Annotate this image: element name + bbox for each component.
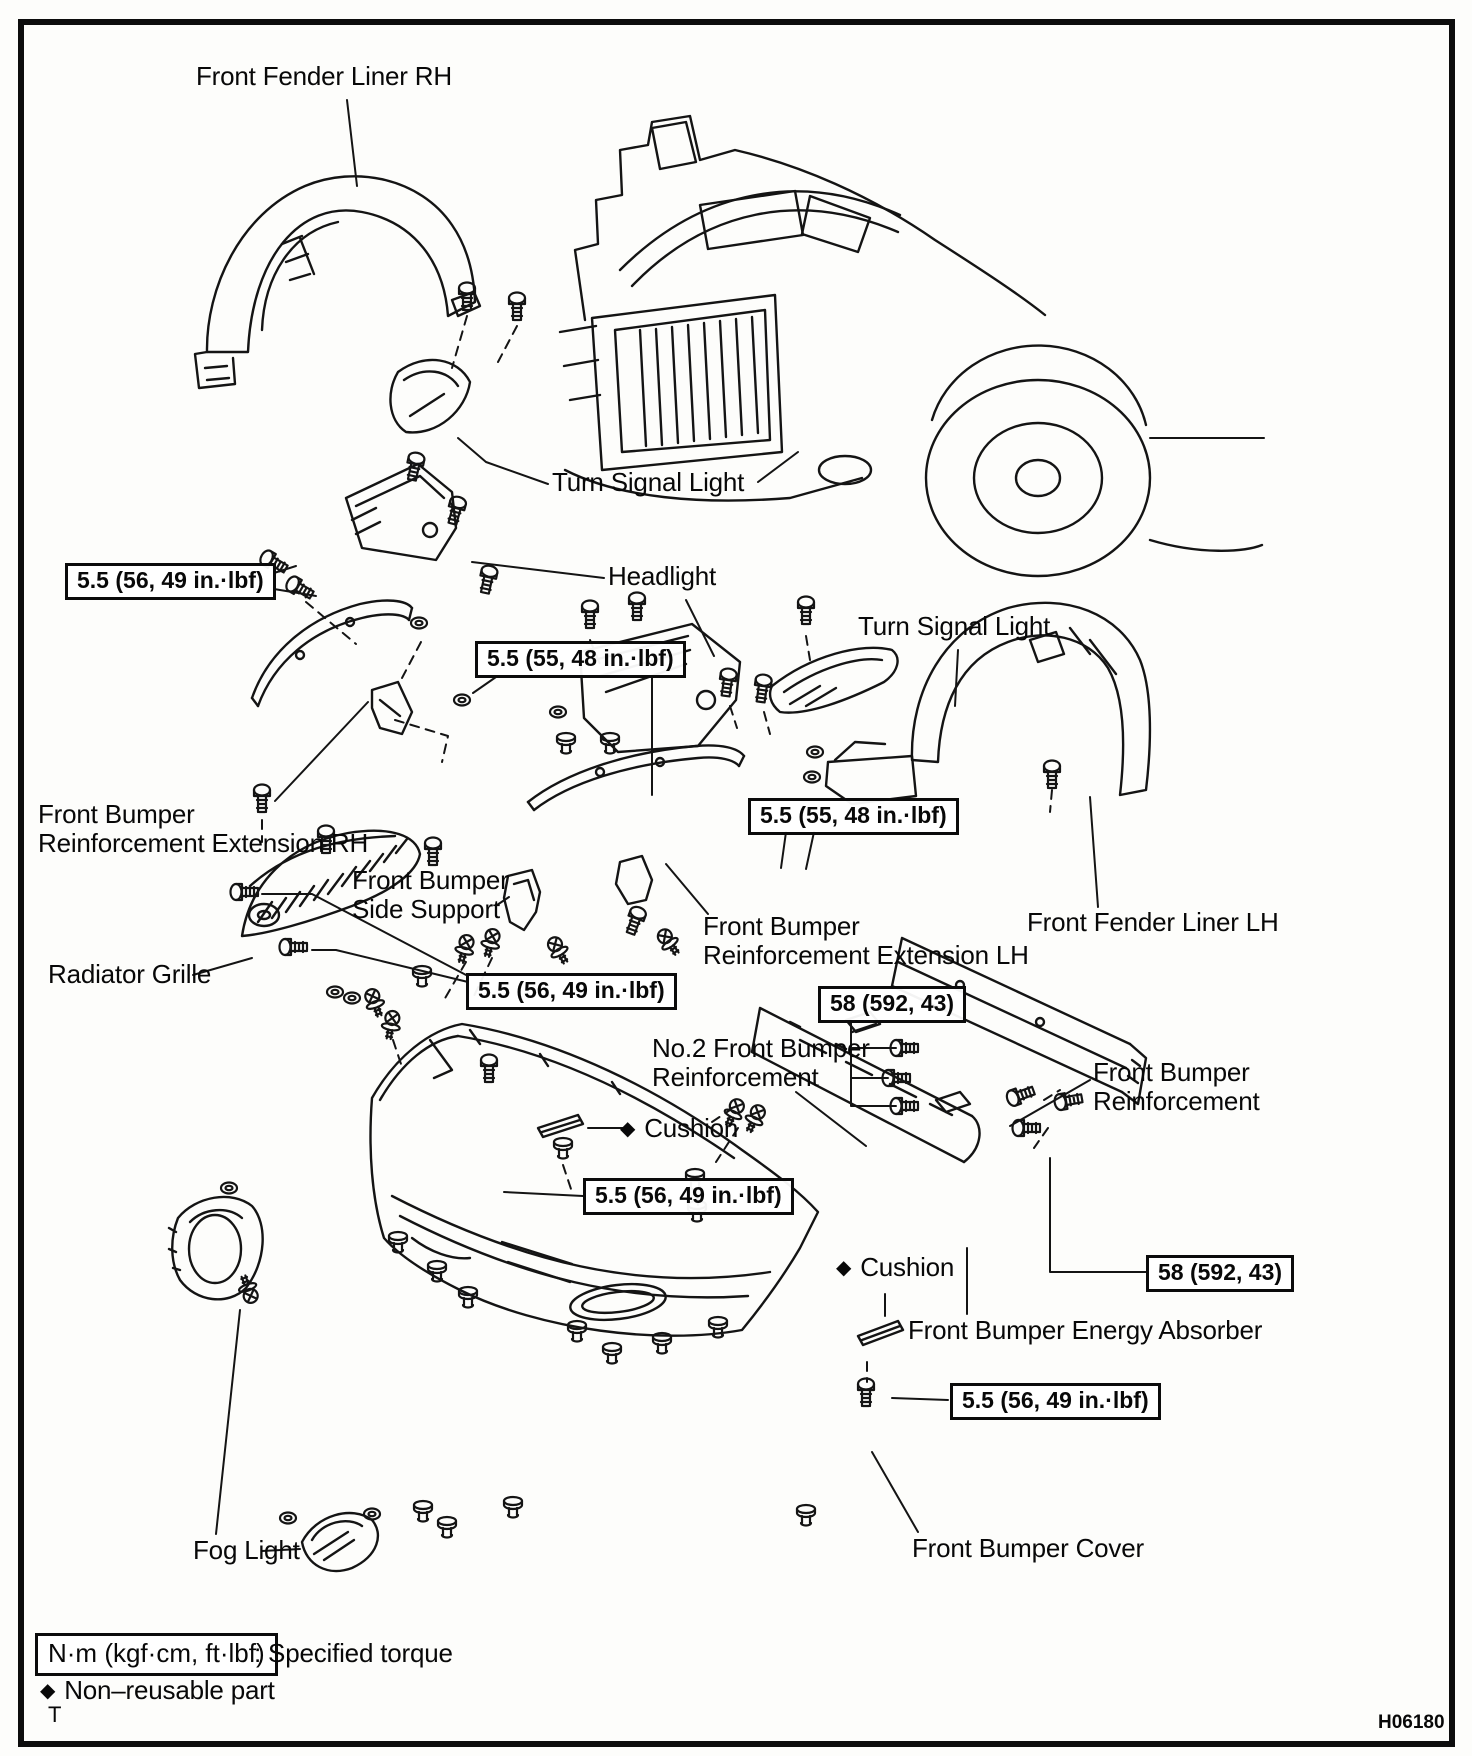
label-headlight: Headlight <box>608 561 717 591</box>
legend-torque-caption: : Specified torque <box>254 1638 453 1668</box>
label-line: Non–reusable part <box>64 1675 275 1705</box>
torque-box-grille: 5.5 (56, 49 in.·lbf) <box>466 973 677 1010</box>
cushion-strip-lower-drawing <box>858 1321 903 1345</box>
clip-icon <box>557 733 575 754</box>
label-turn-signal-light-upper: Turn Signal Light <box>552 467 745 497</box>
headlight-upper-drawing <box>346 464 456 560</box>
label-line: Front Bumper <box>1093 1057 1250 1087</box>
bolt-icon <box>629 593 645 621</box>
nut-icon <box>550 707 566 718</box>
label-front-fender-liner-rh: Front Fender Liner RH <box>196 61 452 91</box>
bumper-reinf-ext-rh-drawing <box>252 601 412 734</box>
label-line: Reinforcement Extension LH <box>703 940 1029 970</box>
label-line: Front Bumper <box>703 911 860 941</box>
label-bumper-reinf <box>1093 1058 1259 1116</box>
label-energy-absorber: Front Bumper Energy Absorber <box>908 1315 1263 1345</box>
bumper-side-support-drawing <box>504 870 540 930</box>
label-line: Front Bumper <box>352 865 509 895</box>
label-fog-light: Fog Light <box>193 1535 300 1565</box>
torque-box-turn-signal-lh: 5.5 (55, 48 in.·lbf) <box>748 798 959 835</box>
bolt-icon <box>284 574 316 602</box>
nut-icon <box>327 987 343 998</box>
fog-light-lens-drawing <box>302 1513 378 1571</box>
nut-icon <box>454 695 470 706</box>
label-front-fender-liner-lh: Front Fender Liner LH <box>1027 907 1279 937</box>
clip-icon <box>414 1501 432 1522</box>
non-reusable-diamond-icon: ◆ <box>40 1680 56 1702</box>
non-reusable-diamond-icon: ◆ <box>836 1257 852 1279</box>
bolt-icon <box>798 597 814 625</box>
legend-non-reusable <box>40 1676 275 1708</box>
label-radiator-grille: Radiator Grille <box>48 959 212 989</box>
label-no2-bumper-reinf <box>652 1034 870 1092</box>
bolt-icon <box>582 601 598 629</box>
label-line: No.2 Front Bumper <box>652 1033 870 1063</box>
legend-torque-unit-box: N·m (kgf·cm, ft·lbf) <box>35 1633 278 1676</box>
nut-icon <box>280 1513 296 1524</box>
label-cushion-upper <box>620 1114 738 1146</box>
torque-box-reinf-right: 58 (592, 43) <box>1146 1255 1294 1292</box>
screw-icon <box>361 986 387 1018</box>
label-bumper-side-support <box>352 866 509 924</box>
nut-icon <box>364 1509 380 1520</box>
label-line: Cushion <box>644 1113 739 1143</box>
torque-box-headlight: 5.5 (55, 48 in.·lbf) <box>475 641 686 678</box>
screw-icon <box>452 933 477 965</box>
label-line: Reinforcement <box>1093 1086 1260 1116</box>
torque-box-reinf-left: 58 (592, 43) <box>818 986 966 1023</box>
non-reusable-diamond-icon: ◆ <box>620 1118 636 1140</box>
screw-icon <box>544 934 574 967</box>
bolt-icon <box>477 564 498 594</box>
figure-code: H06180 <box>1378 1712 1445 1733</box>
label-front-bumper-cover: Front Bumper Cover <box>912 1533 1144 1563</box>
bolt-icon <box>481 1055 497 1083</box>
label-line: Reinforcement <box>652 1062 819 1092</box>
bolt-icon <box>425 838 441 866</box>
torque-box-cover-side: 5.5 (56, 49 in.·lbf) <box>950 1383 1161 1420</box>
bolt-icon <box>623 905 647 936</box>
label-bumper-reinf-ext-rh <box>38 800 368 858</box>
label-line: Cushion <box>860 1252 955 1282</box>
vehicle-body-drawing <box>560 116 1262 576</box>
nut-icon <box>221 1183 237 1194</box>
bolt-icon <box>280 939 308 955</box>
bolt-icon <box>509 293 525 321</box>
label-cushion-lower <box>836 1253 954 1285</box>
cushion-strip-upper-drawing <box>538 1115 583 1137</box>
torque-box-cover-upper: 5.5 (56, 49 in.·lbf) <box>583 1178 794 1215</box>
torque-box-ext-rh: 5.5 (56, 49 in.·lbf) <box>65 563 276 600</box>
bolt-icon <box>231 884 259 900</box>
nut-icon <box>411 618 427 629</box>
clip-icon <box>603 1343 621 1364</box>
fender-liner-rh-drawing <box>195 176 480 388</box>
screw-icon <box>741 1102 769 1135</box>
bolt-icon <box>1005 1083 1036 1107</box>
label-line: Side Support <box>352 894 500 924</box>
screw-icon <box>380 1010 403 1041</box>
turn-signal-light-lh-drawing <box>770 648 897 713</box>
clip-icon <box>554 1138 572 1159</box>
clip-icon <box>504 1497 522 1518</box>
bolt-icon <box>858 1379 874 1407</box>
turn-signal-light-rh-drawing <box>390 360 470 432</box>
nut-icon <box>344 993 360 1004</box>
label-turn-signal-light-lh: Turn Signal Light <box>858 611 1051 641</box>
clip-icon <box>568 1321 586 1342</box>
screw-icon <box>653 925 684 958</box>
bolt-icon <box>1044 761 1060 789</box>
clip-icon <box>797 1505 815 1526</box>
nut-icon <box>804 772 820 783</box>
label-bumper-reinf-ext-lh <box>703 912 1029 970</box>
nut-icon <box>807 747 823 758</box>
bolt-icon <box>445 495 468 526</box>
clip-icon <box>389 1232 407 1253</box>
bumper-reinf-ext-lh-drawing <box>528 745 744 904</box>
screw-icon <box>235 1273 261 1305</box>
footnote-mark: T <box>48 1702 62 1727</box>
clip-icon <box>438 1517 456 1538</box>
bolt-icon <box>718 668 738 697</box>
screw-icon <box>478 927 503 959</box>
label-line: Reinforcement Extension RH <box>38 828 369 858</box>
label-line: Front Bumper <box>38 799 195 829</box>
